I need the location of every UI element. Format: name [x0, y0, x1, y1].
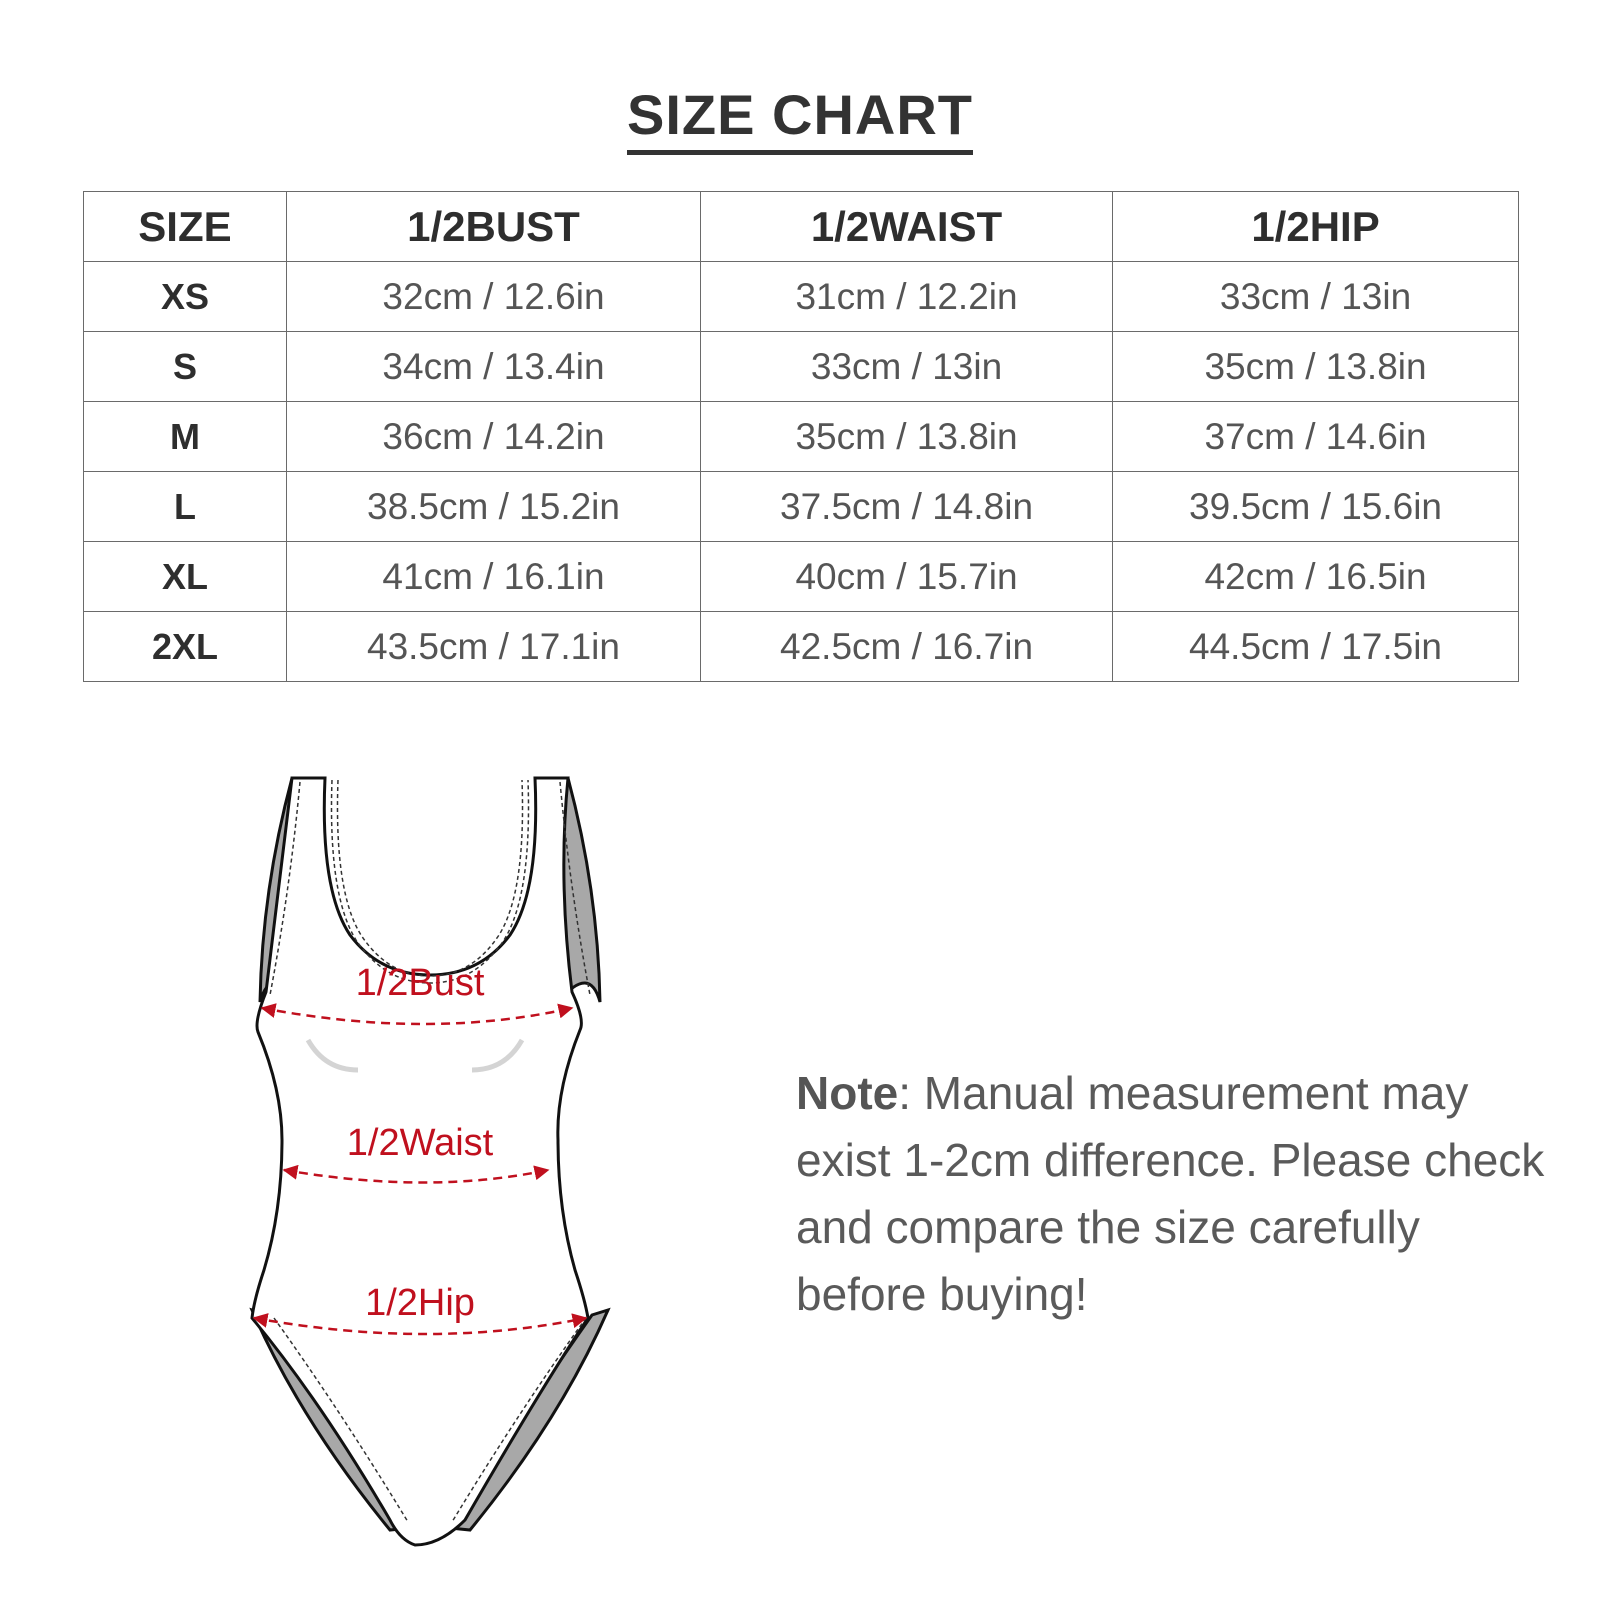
table-header-row — [84, 192, 1519, 262]
swimsuit-diagram — [240, 770, 620, 1550]
table-row — [84, 332, 1519, 402]
header-hip: 1/2HIP — [1113, 192, 1519, 262]
hip-label: 1/2Hip — [365, 1282, 475, 1324]
bust-cell: 36cm / 14.2in — [286, 402, 700, 472]
bust-label: 1/2Bust — [355, 962, 485, 1004]
note-text: : Manual measurement may exist 1-2cm difference. Please check and compare the size carefully before buying! — [796, 1067, 1545, 1320]
table-row — [84, 402, 1519, 472]
size-cell: M — [84, 402, 287, 472]
bust-cell: 38.5cm / 15.2in — [286, 472, 700, 542]
waist-cell: 37.5cm / 14.8in — [701, 472, 1113, 542]
hip-cell: 42cm / 16.5in — [1113, 542, 1519, 612]
waist-cell: 33cm / 13in — [701, 332, 1113, 402]
size-table — [83, 191, 1519, 682]
waist-label: 1/2Waist — [346, 1122, 494, 1164]
waist-cell: 40cm / 15.7in — [701, 542, 1113, 612]
waist-cell: 31cm / 12.2in — [701, 262, 1113, 332]
bust-cell: 34cm / 13.4in — [286, 332, 700, 402]
size-chart-title-wrap — [0, 82, 1600, 155]
table-row — [84, 262, 1519, 332]
hip-cell: 33cm / 13in — [1113, 262, 1519, 332]
hip-cell: 35cm / 13.8in — [1113, 332, 1519, 402]
header-waist: 1/2WAIST — [701, 192, 1113, 262]
note-label: Note — [796, 1067, 899, 1119]
bust-cell: 41cm / 16.1in — [286, 542, 700, 612]
size-cell: XS — [84, 262, 287, 332]
measurement-note — [796, 1060, 1556, 1328]
hip-cell: 37cm / 14.6in — [1113, 402, 1519, 472]
waist-cell: 35cm / 13.8in — [701, 402, 1113, 472]
bust-cell: 43.5cm / 17.1in — [286, 612, 700, 682]
header-size: SIZE — [84, 192, 287, 262]
page-title: SIZE CHART — [627, 82, 973, 155]
header-bust: 1/2BUST — [286, 192, 700, 262]
hip-cell: 44.5cm / 17.5in — [1113, 612, 1519, 682]
table-row — [84, 542, 1519, 612]
table-row — [84, 472, 1519, 542]
size-cell: XL — [84, 542, 287, 612]
table-row — [84, 612, 1519, 682]
bust-cell: 32cm / 12.6in — [286, 262, 700, 332]
size-cell: 2XL — [84, 612, 287, 682]
size-cell: S — [84, 332, 287, 402]
waist-cell: 42.5cm / 16.7in — [701, 612, 1113, 682]
size-cell: L — [84, 472, 287, 542]
hip-cell: 39.5cm / 15.6in — [1113, 472, 1519, 542]
